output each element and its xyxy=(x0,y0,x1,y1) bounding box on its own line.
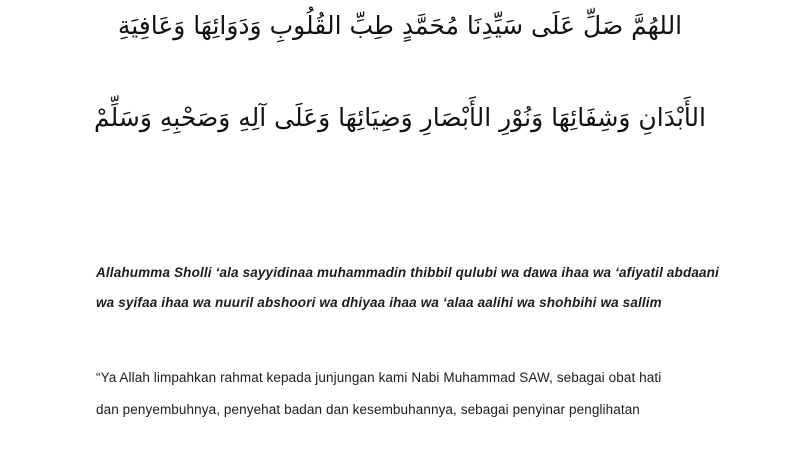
translation-line-1: “Ya Allah limpahkan rahmat kepada junjungan kami Nabi Muhammad SAW, sebagai obat hati xyxy=(96,370,662,385)
transliteration-line-2: wa syifaa ihaa wa nuuril abshoori wa dhiyaa ihaa wa ‘alaa aalihi wa shohbihi wa sallim xyxy=(96,295,662,310)
transliteration-block xyxy=(0,258,800,318)
arabic-line-1: اللهُمَّ صَلِّ عَلَى سَيِّدِنَا مُحَمَّدٍ طِبِّ القُلُوبِ وَدَوَائِهَا وَعَافِيَةِ xyxy=(117,11,683,40)
translation-block xyxy=(0,362,800,426)
transliteration-line-1: Allahumma Sholli ‘ala sayyidinaa muhammadin thibbil qulubi wa dawa ihaa wa ‘afiyatil abdaani xyxy=(96,265,719,280)
translation-line-2: dan penyembuhnya, penyehat badan dan kesembuhannya, sebagai penyinar penglihatan xyxy=(96,402,640,417)
arabic-text-block xyxy=(0,0,800,138)
arabic-line-2: الأَبْدَانِ وَشِفَائِهَا وَنُوْرِ الأَبْصَارِ وَضِيَائِهَا وَعَلَى آلِهِ وَصَحْبِهِ وَسَلِّمْ xyxy=(94,103,706,132)
